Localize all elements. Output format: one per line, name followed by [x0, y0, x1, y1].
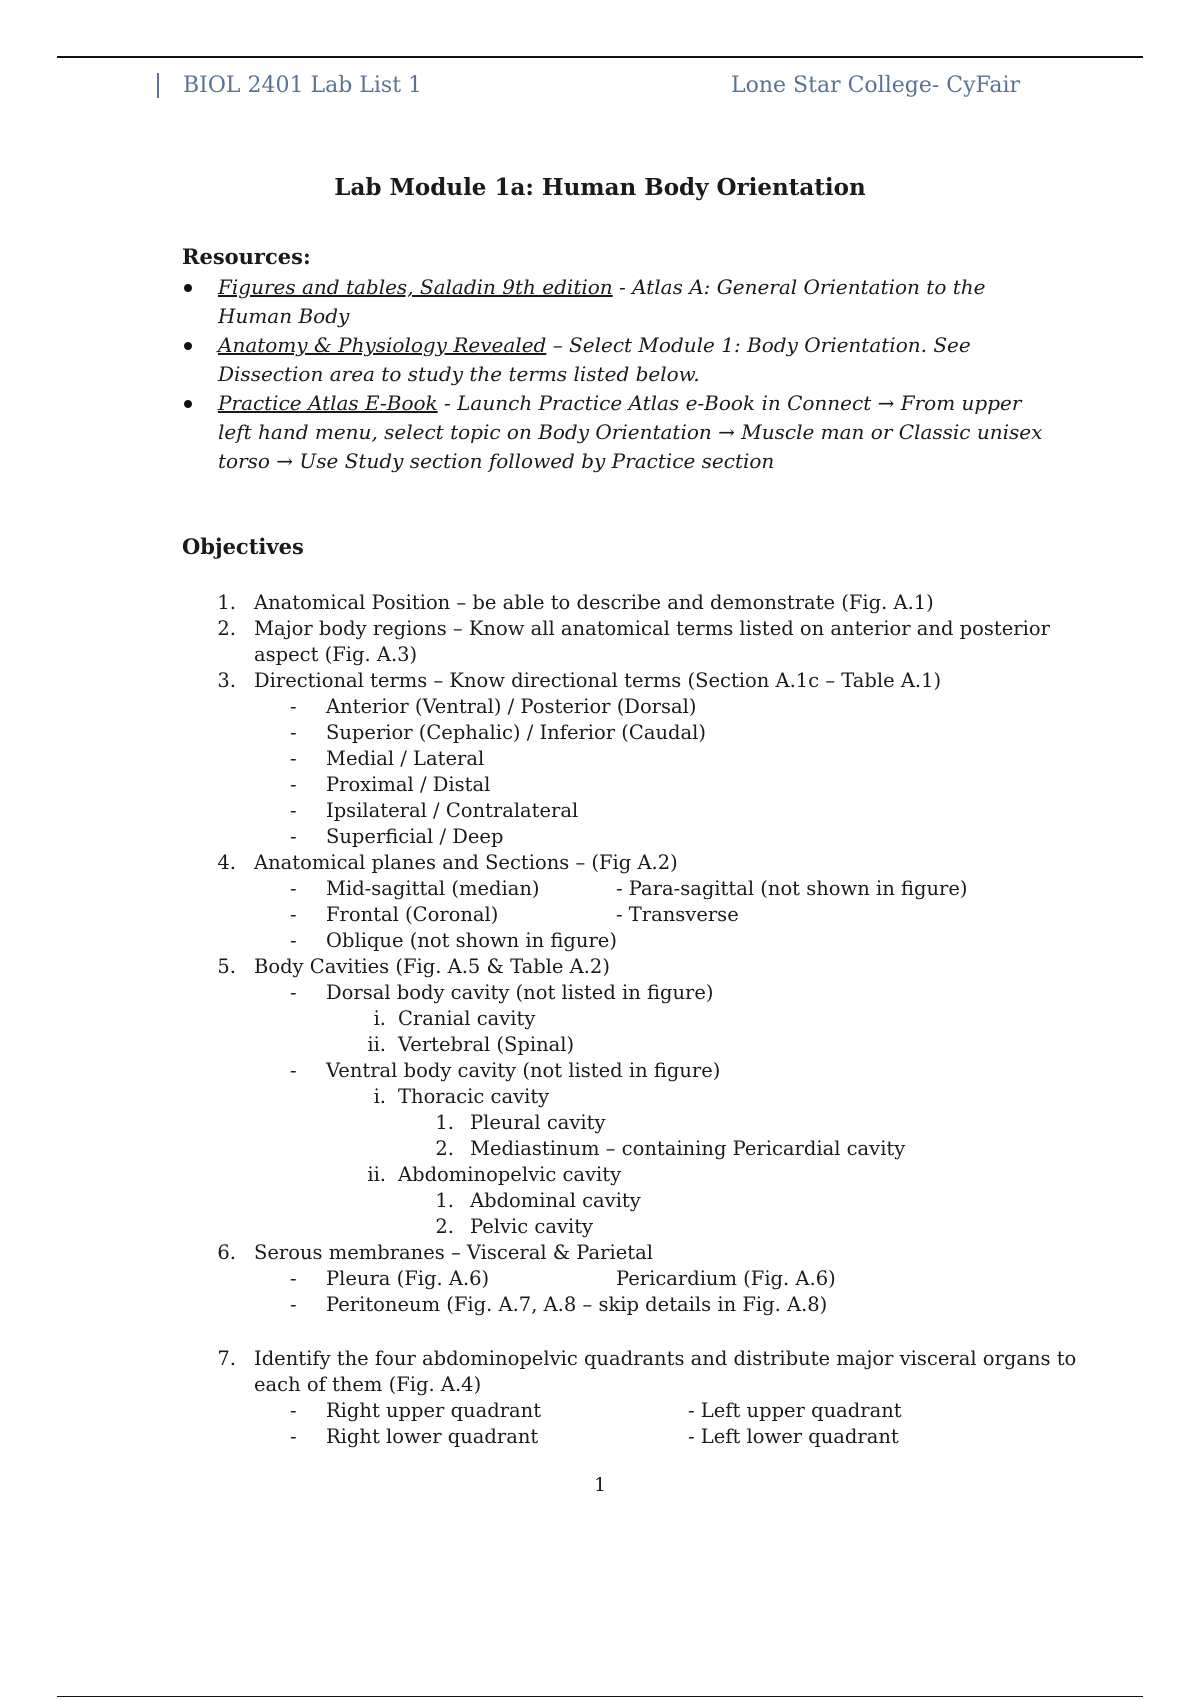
sub-item: - Para-sagittal (not shown in figure) [616, 877, 968, 900]
obj-text: Anatomical planes and Sections – (Fig A.2) [254, 851, 678, 874]
sub-item: Superficial / Deep [326, 825, 504, 848]
bullet-icon [184, 400, 192, 408]
resource-item [182, 273, 1052, 331]
dash-icon: - [290, 1059, 297, 1082]
obj-number: 1. [217, 591, 236, 614]
dash-icon: - [290, 1425, 297, 1448]
dash-icon: - [290, 825, 297, 848]
resource-desc: – Select Module 1: Body Orientation. See Dissection area to study the terms listed below. [218, 333, 971, 386]
sub-item: Mid-sagittal (median) [326, 877, 540, 900]
sub-sub-sub-item: Pleural cavity [470, 1111, 606, 1134]
obj-number: 2. [217, 617, 236, 640]
resource-link[interactable]: Anatomy & Physiology Revealed [218, 333, 547, 357]
sub-item: - Left lower quadrant [688, 1425, 899, 1448]
sub-item: Oblique (not shown in figure) [326, 929, 617, 952]
dash-icon: - [290, 747, 297, 770]
obj-text: Identify the four abdominopelvic quadrants and distribute major visceral organs to [254, 1347, 1077, 1370]
resources-list [182, 273, 1052, 476]
sub-item: Frontal (Coronal) [326, 903, 499, 926]
sub-item: Superior (Cephalic) / Inferior (Caudal) [326, 721, 706, 744]
objectives-heading: Objectives [182, 534, 304, 559]
obj-number: 5. [217, 955, 236, 978]
sub-item: - Left upper quadrant [688, 1399, 902, 1422]
dash-icon: - [290, 877, 297, 900]
dash-icon: - [290, 903, 297, 926]
sub-item: - Transverse [616, 903, 739, 926]
sub-item: Pleura (Fig. A.6) [326, 1267, 490, 1290]
bullet-icon [184, 342, 192, 350]
sub-item: Anterior (Ventral) / Posterior (Dorsal) [326, 695, 697, 718]
dash-icon: - [290, 695, 297, 718]
obj-text-cont: each of them (Fig. A.4) [254, 1373, 482, 1396]
resources-heading: Resources: [182, 244, 311, 269]
obj-text-cont: aspect (Fig. A.3) [254, 643, 418, 666]
obj-number: 7. [217, 1347, 236, 1370]
roman-number: i. [373, 1085, 386, 1108]
sub-sub-item: Abdominopelvic cavity [398, 1163, 622, 1186]
dash-icon: - [290, 1267, 297, 1290]
obj-text: Directional terms – Know directional terms (Section A.1c – Table A.1) [254, 669, 942, 692]
resource-desc: - Launch Practice Atlas e-Book in Connect → From upper left hand menu, select topic on Body Orientation → Muscle man or Classic unisex torso → Use Study section followed by Practice section [218, 391, 1043, 473]
resource-desc: - Atlas A: General Orientation to the Human Body [218, 275, 986, 328]
bullet-icon [184, 284, 192, 292]
sub-item: Pericardium (Fig. A.6) [616, 1267, 836, 1290]
roman-number: ii. [367, 1033, 386, 1056]
obj-number: 6. [217, 1241, 236, 1264]
sub-item: Medial / Lateral [326, 747, 485, 770]
sub-item: Right lower quadrant [326, 1425, 539, 1448]
dash-icon: - [290, 981, 297, 1004]
obj-text: Anatomical Position – be able to describe and demonstrate (Fig. A.1) [254, 591, 934, 614]
sub-sub-sub-item: Abdominal cavity [470, 1189, 641, 1212]
sub-item: Peritoneum (Fig. A.7, A.8 – skip details in Fig. A.8) [326, 1293, 828, 1316]
bottom-rule [57, 1696, 1143, 1697]
sub-item: Ipsilateral / Contralateral [326, 799, 579, 822]
dash-icon: - [290, 773, 297, 796]
sub-item: Proximal / Distal [326, 773, 491, 796]
item-number: 1. [435, 1189, 454, 1212]
item-number: 2. [435, 1137, 454, 1160]
obj-number: 3. [217, 669, 236, 692]
page-number: 1 [593, 1474, 607, 1496]
sub-item: Dorsal body cavity (not listed in figure) [326, 981, 714, 1004]
header-course: BIOL 2401 Lab List 1 [157, 73, 422, 98]
roman-number: ii. [367, 1163, 386, 1186]
dash-icon: - [290, 1293, 297, 1316]
resource-link[interactable]: Practice Atlas E-Book [218, 391, 438, 415]
sub-item: Right upper quadrant [326, 1399, 542, 1422]
item-number: 2. [435, 1215, 454, 1238]
header-college: Lone Star College- CyFair [731, 73, 1020, 98]
dash-icon: - [290, 1399, 297, 1422]
resource-link[interactable]: Figures and tables, Saladin 9th edition [218, 275, 613, 299]
sub-item: Ventral body cavity (not listed in figure) [326, 1059, 721, 1082]
resource-item [182, 331, 1052, 389]
sub-sub-sub-item: Pelvic cavity [470, 1215, 594, 1238]
resource-item [182, 389, 1052, 476]
sub-sub-item: Thoracic cavity [398, 1085, 550, 1108]
dash-icon: - [290, 929, 297, 952]
dash-icon: - [290, 721, 297, 744]
obj-text: Major body regions – Know all anatomical terms listed on anterior and posterior [254, 617, 1050, 640]
top-rule [57, 56, 1143, 58]
sub-sub-item: Cranial cavity [398, 1007, 536, 1030]
obj-text: Serous membranes – Visceral & Parietal [254, 1241, 653, 1264]
sub-sub-sub-item: Mediastinum – containing Pericardial cavity [470, 1137, 906, 1160]
obj-number: 4. [217, 851, 236, 874]
dash-icon: - [290, 799, 297, 822]
obj-text: Body Cavities (Fig. A.5 & Table A.2) [254, 955, 610, 978]
roman-number: i. [373, 1007, 386, 1030]
page-title: Lab Module 1a: Human Body Orientation [334, 174, 866, 201]
item-number: 1. [435, 1111, 454, 1134]
sub-sub-item: Vertebral (Spinal) [398, 1033, 575, 1056]
